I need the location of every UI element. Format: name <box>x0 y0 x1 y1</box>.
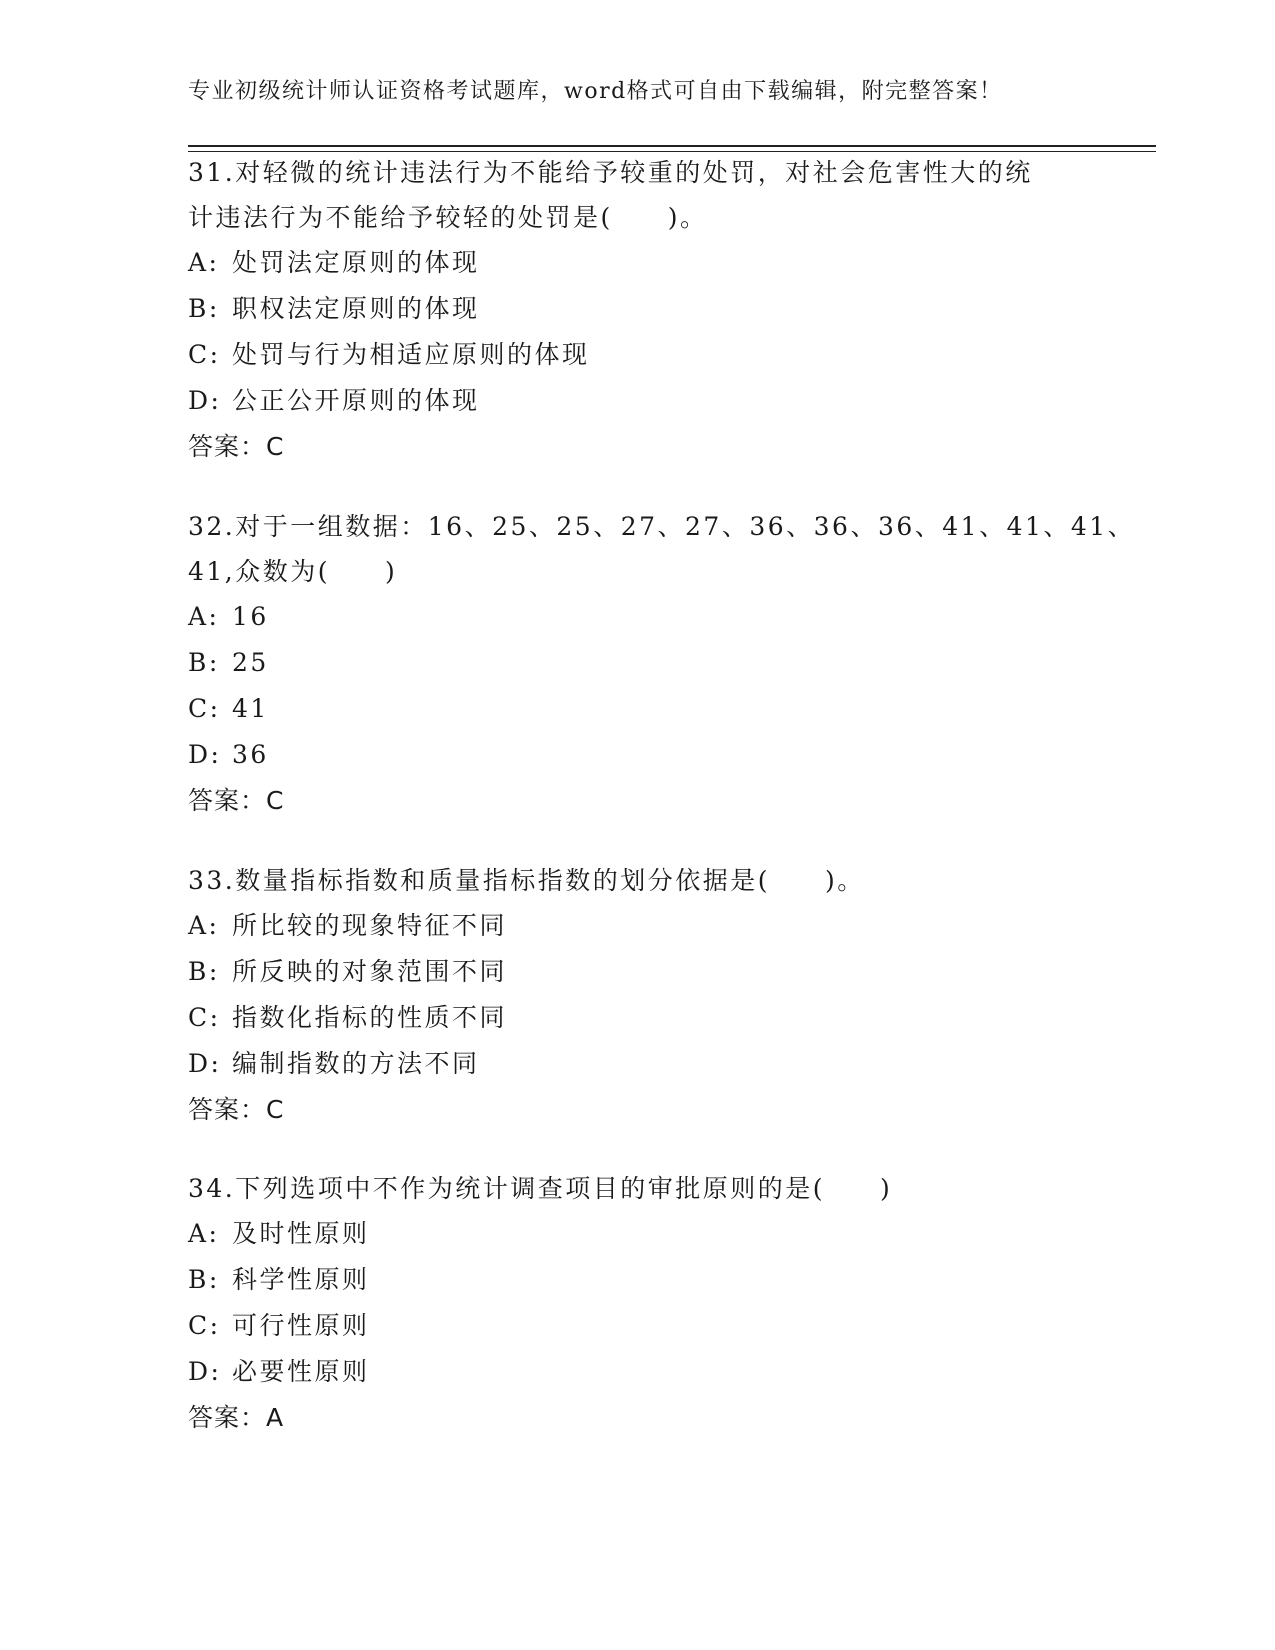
question-stem-line: 33.数量指标指数和质量指标指数的划分依据是( )。 <box>188 866 865 895</box>
option-letter: C: <box>188 340 221 369</box>
option-c <box>188 1303 1088 1349</box>
option-d <box>188 732 1088 778</box>
option-letter: D: <box>188 1049 222 1078</box>
option-letter: B: <box>188 648 220 677</box>
option-a <box>188 1211 1088 1257</box>
option-letter: A: <box>188 1219 220 1248</box>
option-letter: D: <box>188 1357 222 1386</box>
option-text: 41 <box>232 694 269 723</box>
option-text: 处罚法定原则的体现 <box>232 248 480 277</box>
question-34 <box>188 1166 1088 1441</box>
option-text: 科学性原则 <box>232 1265 370 1294</box>
option-a <box>188 903 1088 949</box>
option-text: 所比较的现象特征不同 <box>232 911 508 940</box>
option-text: 处罚与行为相适应原则的体现 <box>232 340 590 369</box>
question-stem-line: 31.对轻微的统计违法行为不能给予较重的处罚，对社会危害性大的统 <box>188 158 1033 187</box>
option-c <box>188 995 1088 1041</box>
option-letter: B: <box>188 957 220 986</box>
option-c <box>188 686 1088 732</box>
option-a <box>188 240 1088 286</box>
option-d <box>188 1041 1088 1087</box>
option-a <box>188 594 1088 640</box>
option-b <box>188 1257 1088 1303</box>
answer: 答案：C <box>188 1095 285 1124</box>
option-letter: C: <box>188 1003 221 1032</box>
option-text: 公正公开原则的体现 <box>232 386 480 415</box>
option-text: 36 <box>232 740 269 769</box>
option-c <box>188 332 1088 378</box>
question-33 <box>188 858 1088 1133</box>
option-b <box>188 949 1088 995</box>
option-d <box>188 1349 1088 1395</box>
question-stem-line: 计违法行为不能给予较轻的处罚是( )。 <box>188 203 708 232</box>
option-letter: A: <box>188 911 220 940</box>
option-b <box>188 640 1088 686</box>
option-text: 可行性原则 <box>232 1311 370 1340</box>
page-header: 专业初级统计师认证资格考试题库，word格式可自由下载编辑，附完整答案！ <box>188 79 1003 104</box>
question-stem-line: 32.对于一组数据：16、25、25、27、27、36、36、36、41、41、41、 <box>188 512 1136 541</box>
option-text: 所反映的对象范围不同 <box>232 957 508 986</box>
question-stem-line: 34.下列选项中不作为统计调查项目的审批原则的是( ) <box>188 1174 893 1203</box>
option-letter: D: <box>188 386 222 415</box>
option-letter: A: <box>188 248 220 277</box>
option-d <box>188 378 1088 424</box>
option-text: 指数化指标的性质不同 <box>232 1003 508 1032</box>
option-letter: B: <box>188 294 220 323</box>
answer: 答案：C <box>188 432 285 461</box>
option-letter: D: <box>188 740 222 769</box>
option-text: 编制指数的方法不同 <box>232 1049 480 1078</box>
option-letter: C: <box>188 694 221 723</box>
answer: 答案：A <box>188 1403 285 1432</box>
option-letter: C: <box>188 1311 221 1340</box>
answer: 答案：C <box>188 786 285 815</box>
option-text: 16 <box>232 602 269 631</box>
option-text: 25 <box>232 648 269 677</box>
question-32 <box>188 504 1136 824</box>
option-text: 及时性原则 <box>232 1219 370 1248</box>
question-stem-line: 41,众数为( ) <box>188 557 398 586</box>
option-b <box>188 286 1088 332</box>
option-letter: B: <box>188 1265 220 1294</box>
option-text: 职权法定原则的体现 <box>232 294 480 323</box>
question-31 <box>188 150 1088 470</box>
option-text: 必要性原则 <box>232 1357 370 1386</box>
option-letter: A: <box>188 602 220 631</box>
